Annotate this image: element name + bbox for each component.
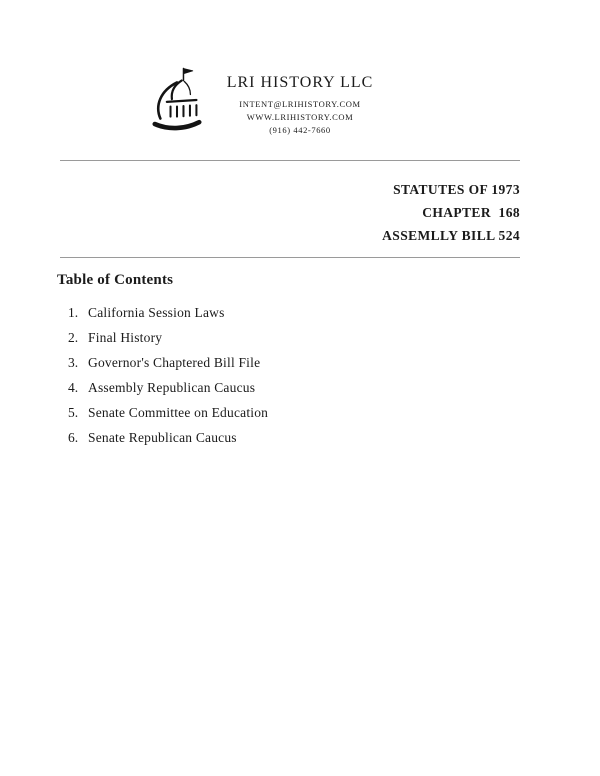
contact-email: INTENT@LRIHISTORY.COM: [239, 99, 361, 109]
toc-item-label: California Session Laws: [88, 305, 225, 320]
toc-list: [68, 305, 540, 455]
toc-item: [68, 305, 540, 330]
contact-phone: (916) 442-7660: [269, 125, 331, 135]
toc-item-number: 5.: [68, 405, 79, 420]
toc-item-label: Senate Republican Caucus: [88, 430, 237, 445]
divider-top: [60, 160, 520, 161]
bill-line: ASSEMLLY BILL 524: [382, 228, 520, 243]
toc-item-number: 2.: [68, 330, 79, 345]
toc-item-number: 1.: [68, 305, 79, 320]
chapter-line: CHAPTER 168: [422, 205, 520, 220]
contact-website: WWW.LRIHISTORY.COM: [246, 112, 354, 122]
company-name: LRI HISTORY LLC: [226, 74, 374, 91]
toc-item: [68, 405, 540, 430]
toc-item: [68, 330, 540, 355]
toc-item-label: Governor's Chaptered Bill File: [88, 355, 261, 370]
statute-reference: [382, 178, 520, 247]
toc-item-label: Final History: [88, 330, 163, 345]
toc-item-label: Senate Committee on Education: [88, 405, 269, 420]
letterhead: [190, 74, 410, 137]
toc-item-number: 4.: [68, 380, 79, 395]
toc-item-label: Assembly Republican Caucus: [88, 380, 256, 395]
toc-item: [68, 380, 540, 405]
toc-item-number: 6.: [68, 430, 79, 445]
toc-title: Table of Contents: [57, 272, 174, 288]
toc-item: [68, 355, 540, 380]
statutes-line: STATUTES OF 1973: [393, 182, 520, 197]
toc-item: [68, 430, 540, 455]
toc-item-number: 3.: [68, 355, 79, 370]
divider-middle: [60, 257, 520, 258]
